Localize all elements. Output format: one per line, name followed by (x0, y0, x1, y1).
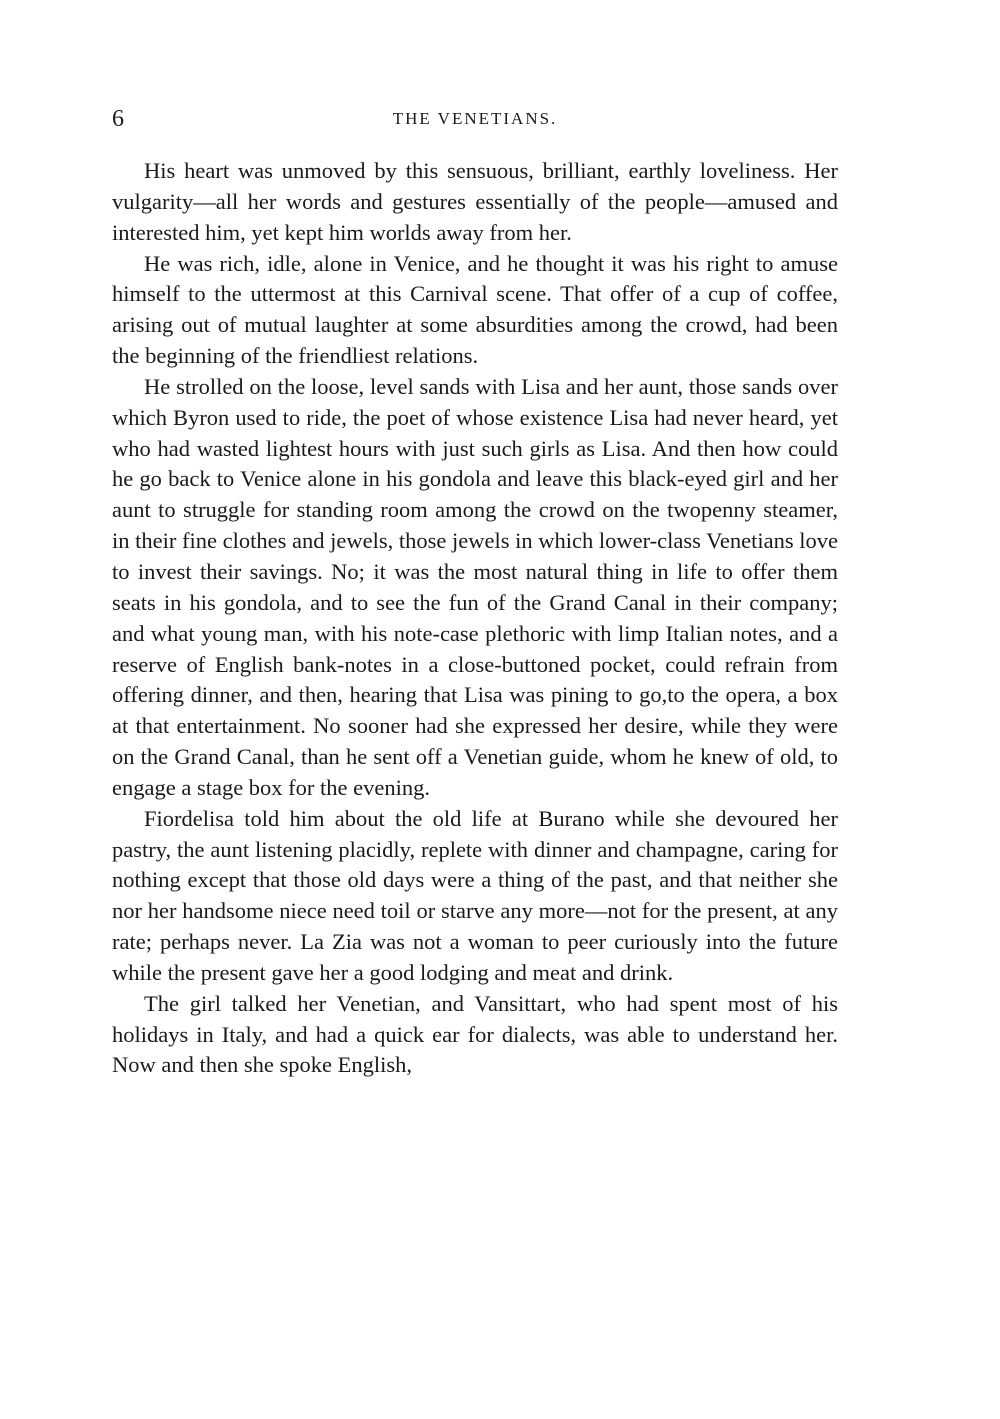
paragraph: Fiordelisa told him about the old life at Burano while she devoured her pastry, the aunt listening placidly, replete with dinner and champagne, caring for nothing except that those old days were a thing of the past, and that neither she nor her handsome niece need toil or starve any more—not for the present, at any rate; perhaps never. La Zia was not a woman to peer curiously into the future while the present gave her a good lodging and meat and drink. (112, 805, 838, 985)
paragraph: He was rich, idle, alone in Venice, and he thought it was his right to amuse himself to the uttermost at this Carnival scene. That offer of a cup of coffee, arising out of mutual laughter at some absurdities among the crowd, had been the beginning of the friendliest relations. (112, 250, 838, 369)
page-header (112, 106, 838, 138)
paragraph: The girl talked her Venetian, and Vansittart, who had spent most of his holidays in Italy, and had a quick ear for dialects, was able to understand her. Now and then she spoke English, (112, 990, 838, 1078)
paragraph: He strolled on the loose, level sands with Lisa and her aunt, those sands over which Byron used to ride, the poet of whose existence Lisa had never heard, yet who had wasted lightest hours with just such girls as Lisa. And then how could he go back to Venice alone in his gondola and leave this black-eyed girl and her aunt to struggle for standing room among the crowd on the twopenny steamer, in their fine clothes and jewels, those jewels in which lower-class Venetians love to invest their savings. No; it was the most natural thing in life to offer them seats in his gondola, and to see the fun of the Grand Canal in their company; and what young man, with his note-case plethoric with limp Italian notes, and a reserve of English bank-notes in a close-buttoned pocket, could refrain from offering dinner, and then, hearing that Lisa was pining to go,to the opera, a box at that entertainment. No sooner had she expressed her desire, while they were on the Grand Canal, than he sent off a Venetian guide, whom he knew of old, to engage a stage box for the evening. (112, 373, 838, 800)
page-number: 6 (112, 106, 124, 132)
paragraph: His heart was unmoved by this sensuous, brilliant, earthly loveliness. Her vulgarity—all her words and gestures essentially of the people—amused and interested him, yet kept him worlds away from her. (112, 158, 838, 245)
body-text (112, 156, 838, 1081)
running-title: THE VENETIANS. (392, 109, 558, 128)
